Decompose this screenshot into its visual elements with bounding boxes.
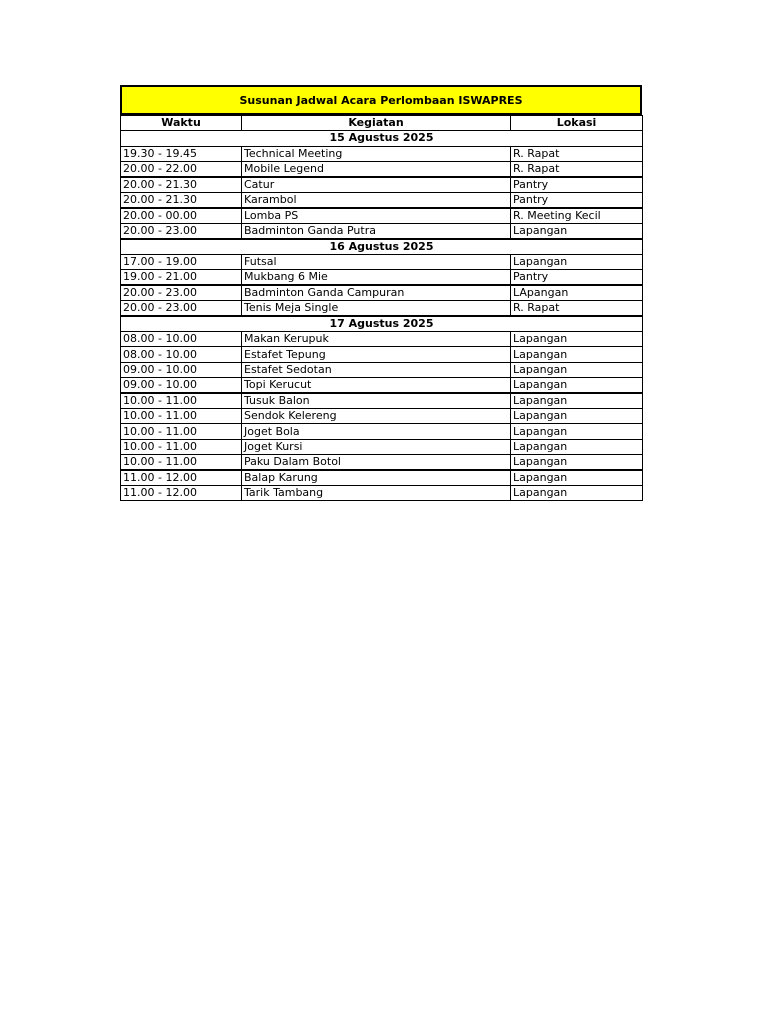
cell-waktu: 10.00 - 11.00 — [121, 454, 242, 470]
schedule-body — [121, 131, 643, 501]
cell-lokasi: R. Rapat — [511, 301, 643, 317]
cell-lokasi: Lapangan — [511, 439, 643, 454]
cell-waktu: 10.00 - 11.00 — [121, 424, 242, 439]
table-row — [121, 362, 643, 377]
table-row — [121, 332, 643, 347]
cell-lokasi: R. Meeting Kecil — [511, 208, 643, 224]
table-row — [121, 192, 643, 208]
cell-lokasi: Lapangan — [511, 470, 643, 486]
cell-waktu: 20.00 - 23.00 — [121, 285, 242, 301]
cell-kegiatan: Joget Bola — [242, 424, 511, 439]
cell-kegiatan: Lomba PS — [242, 208, 511, 224]
cell-lokasi: Lapangan — [511, 223, 643, 239]
cell-lokasi: Lapangan — [511, 347, 643, 362]
cell-kegiatan: Karambol — [242, 192, 511, 208]
cell-kegiatan: Mobile Legend — [242, 161, 511, 177]
cell-lokasi: Lapangan — [511, 362, 643, 377]
cell-lokasi: R. Rapat — [511, 161, 643, 177]
cell-lokasi: Pantry — [511, 192, 643, 208]
cell-waktu: 20.00 - 22.00 — [121, 161, 242, 177]
cell-kegiatan: Tusuk Balon — [242, 393, 511, 409]
cell-waktu: 20.00 - 23.00 — [121, 301, 242, 317]
cell-kegiatan: Topi Kerucut — [242, 378, 511, 394]
header-kegiatan: Kegiatan — [242, 116, 511, 131]
table-row — [121, 177, 643, 193]
cell-waktu: 08.00 - 10.00 — [121, 332, 242, 347]
cell-waktu: 10.00 - 11.00 — [121, 393, 242, 409]
cell-lokasi: Lapangan — [511, 254, 643, 269]
table-row — [121, 378, 643, 394]
cell-kegiatan: Tenis Meja Single — [242, 301, 511, 317]
table-row — [121, 223, 643, 239]
cell-waktu: 11.00 - 12.00 — [121, 470, 242, 486]
table-row — [121, 409, 643, 424]
cell-kegiatan: Makan Kerupuk — [242, 332, 511, 347]
table-row — [121, 301, 643, 317]
cell-kegiatan: Catur — [242, 177, 511, 193]
schedule-title: Susunan Jadwal Acara Perlombaan ISWAPRES — [120, 85, 642, 115]
cell-waktu: 20.00 - 00.00 — [121, 208, 242, 224]
date-label: 15 Agustus 2025 — [121, 131, 643, 146]
cell-lokasi: Lapangan — [511, 424, 643, 439]
cell-lokasi: R. Rapat — [511, 146, 643, 161]
cell-waktu: 17.00 - 19.00 — [121, 254, 242, 269]
cell-kegiatan: Sendok Kelereng — [242, 409, 511, 424]
table-row — [121, 254, 643, 269]
cell-kegiatan: Paku Dalam Botol — [242, 454, 511, 470]
cell-waktu: 19.30 - 19.45 — [121, 146, 242, 161]
cell-waktu: 10.00 - 11.00 — [121, 439, 242, 454]
table-row — [121, 424, 643, 439]
cell-waktu: 20.00 - 21.30 — [121, 192, 242, 208]
cell-kegiatan: Estafet Tepung — [242, 347, 511, 362]
cell-kegiatan: Tarik Tambang — [242, 485, 511, 500]
cell-kegiatan: Technical Meeting — [242, 146, 511, 161]
table-row — [121, 470, 643, 486]
table-row — [121, 270, 643, 286]
header-row — [121, 116, 643, 131]
cell-waktu: 09.00 - 10.00 — [121, 378, 242, 394]
header-waktu: Waktu — [121, 116, 242, 131]
cell-lokasi: Lapangan — [511, 485, 643, 500]
cell-lokasi: Lapangan — [511, 378, 643, 394]
cell-kegiatan: Estafet Sedotan — [242, 362, 511, 377]
date-label: 17 Agustus 2025 — [121, 316, 643, 332]
date-row — [121, 239, 643, 255]
cell-lokasi: Lapangan — [511, 409, 643, 424]
table-row — [121, 485, 643, 500]
cell-lokasi: Pantry — [511, 270, 643, 286]
cell-waktu: 20.00 - 23.00 — [121, 223, 242, 239]
cell-lokasi: Lapangan — [511, 393, 643, 409]
cell-kegiatan: Badminton Ganda Putra — [242, 223, 511, 239]
cell-lokasi: LApangan — [511, 285, 643, 301]
table-row — [121, 161, 643, 177]
cell-waktu: 08.00 - 10.00 — [121, 347, 242, 362]
date-label: 16 Agustus 2025 — [121, 239, 643, 255]
schedule-table — [120, 115, 643, 501]
cell-waktu: 09.00 - 10.00 — [121, 362, 242, 377]
cell-lokasi: Pantry — [511, 177, 643, 193]
table-row — [121, 146, 643, 161]
cell-kegiatan: Joget Kursi — [242, 439, 511, 454]
table-row — [121, 347, 643, 362]
cell-kegiatan: Mukbang 6 Mie — [242, 270, 511, 286]
table-row — [121, 439, 643, 454]
cell-waktu: 11.00 - 12.00 — [121, 485, 242, 500]
table-row — [121, 208, 643, 224]
cell-kegiatan: Futsal — [242, 254, 511, 269]
cell-waktu: 10.00 - 11.00 — [121, 409, 242, 424]
cell-waktu: 19.00 - 21.00 — [121, 270, 242, 286]
date-row — [121, 131, 643, 146]
date-row — [121, 316, 643, 332]
cell-lokasi: Lapangan — [511, 454, 643, 470]
table-row — [121, 393, 643, 409]
table-row — [121, 454, 643, 470]
cell-kegiatan: Badminton Ganda Campuran — [242, 285, 511, 301]
table-row — [121, 285, 643, 301]
schedule-sheet — [120, 85, 642, 501]
cell-lokasi: Lapangan — [511, 332, 643, 347]
cell-waktu: 20.00 - 21.30 — [121, 177, 242, 193]
header-lokasi: Lokasi — [511, 116, 643, 131]
cell-kegiatan: Balap Karung — [242, 470, 511, 486]
